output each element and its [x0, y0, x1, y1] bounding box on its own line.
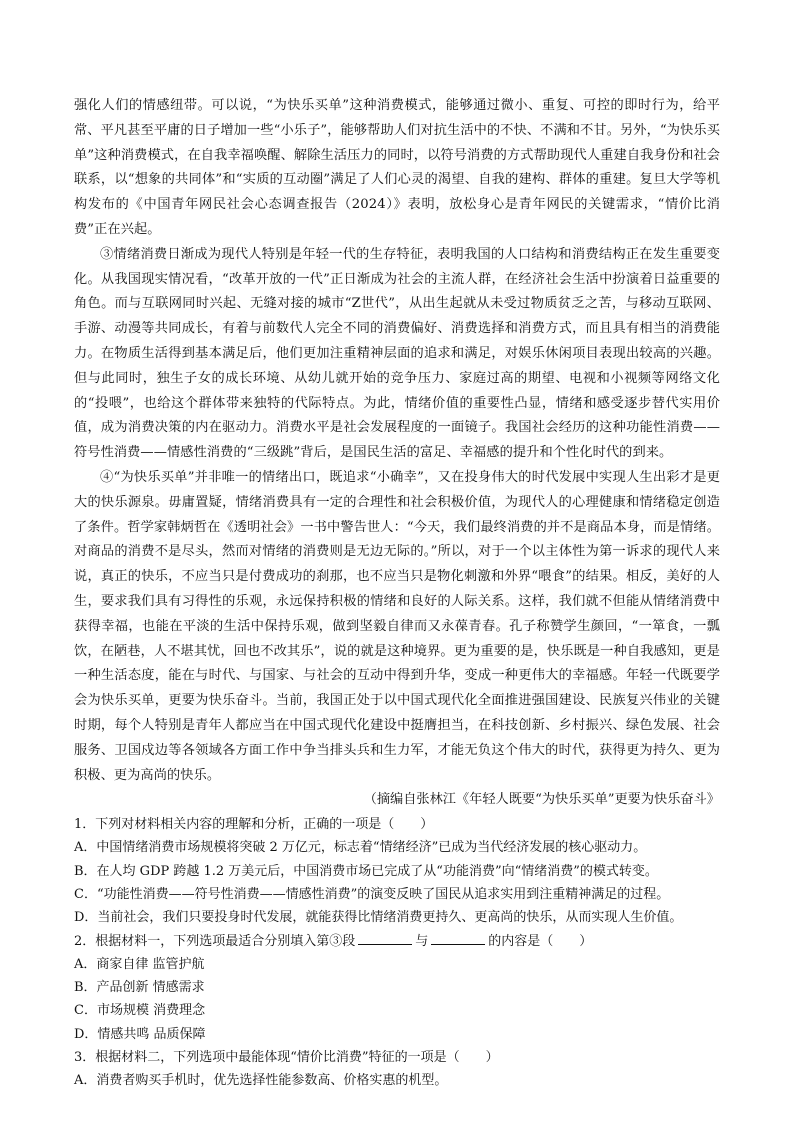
- question-stem: 3．根据材料二，下列选项中最能体现“情价比消费”特征的一项是（ ）: [74, 1050, 499, 1066]
- option-d: D．当前社会，我们只要投身时代发展，就能获得比情绪消费更持久、更高尚的快乐，从而实现人生价值。: [74, 910, 683, 926]
- option-b: B．在人均 GDP 跨越 1.2 万美元后，中国消费市场已完成了从“功能消费”向“情绪消费”的模式转变。: [74, 863, 658, 879]
- question-stem: 1．下列对材料相关内容的理解和分析，正确的一项是（ ）: [74, 817, 434, 833]
- option-d: D．情感共鸣 品质保障: [74, 1026, 206, 1042]
- stem-part-1: 2．根据材料一，下列选项最适合分别填入第③段: [74, 933, 356, 949]
- stem-part-3: 的内容是（ ）: [488, 933, 593, 949]
- article-body: [74, 94, 720, 1093]
- source-citation: （摘编自张林江《年轻人既要“为快乐买单”更要为快乐奋斗》: [363, 792, 720, 808]
- question-stem: [74, 930, 720, 953]
- question-3: [74, 1046, 720, 1093]
- option-a: A．中国情绪消费市场规模将突破 2 万亿元，标志着“情绪经济”已成为当代经济发展的核心驱动力。: [74, 840, 647, 856]
- answer-blank-1: [358, 930, 412, 945]
- paragraph-continuation: 强化人们的情感纽带。可以说，“为快乐买单”这种消费模式，能够通过微小、重复、可控的即时行为，给平常、平凡甚至平庸的日子增加一些“小乐子”，能够帮助人们对抗生活中的不快、不满和不甘。另外，“为快乐买单”这种消费模式，在自我幸福唤醒、解除生活压力的同时，以符号消费的方式帮助现代人重建自我身份和社会联系，以“想象的共同体”和“实质的互动圈”满足了人们心灵的渴望、自我的建构、群体的重建。复旦大学等机构发布的《中国青年网民社会心态调查报告（2024）》表明，放松身心是青年网民的关键需求，“情价比消费”正在兴起。: [74, 98, 720, 237]
- option-a: A．消费者购买手机时，优先选择性能参数高、价格实惠的机型。: [74, 1073, 448, 1089]
- answer-blank-2: [431, 930, 485, 945]
- question-2: [74, 930, 720, 1046]
- option-a: A．商家自律 监管护航: [74, 956, 205, 972]
- question-1: [74, 813, 720, 929]
- option-b: B．产品创新 情感需求: [74, 980, 205, 996]
- paragraph-3: ③情绪消费日渐成为现代人特别是年轻一代的生存特征，表明我国的人口结构和消费结构正在发生重要变化。从我国现实情况看，“改革开放的一代”正日渐成为社会的主流人群，在经济社会生活中扮演着日益重要的角色。而与互联网同时兴起、无缝对接的城市“Z世代”，从出生起就从未受过物质贫乏之苦，与移动互联网、手游、动漫等共同成长，有着与前数代人完全不同的消费偏好、消费选择和消费方式，而且具有相当的消费能力。在物质生活得到基本满足后，他们更加注重精神层面的追求和满足，对娱乐休闲项目表现出较高的兴趣。但与此同时，独生子女的成长环境、从幼儿就开始的竞争压力、家庭过高的期望、电视和小视频等网络文化的“投喂”，也给这个群体带来独特的代际特点。为此，情绪价值的重要性凸显，情绪和感受逐步替代实用价值，成为消费决策的内在驱动力。消费水平是社会发展程度的一面镜子。我国社会经历的这种功能性消费——符号性消费——情感性消费的“三级跳”背后，是国民生活的富足、幸福感的提升和个性化时代的到来。: [74, 246, 720, 461]
- option-c: C．市场规模 消费理念: [74, 1003, 206, 1019]
- paragraph-4: ④“为快乐买单”并非唯一的情绪出口，既追求“小确幸”，又在投身伟大的时代发展中实现人生出彩才是更大的快乐源泉。毋庸置疑，情绪消费具有一定的合理性和社会积极价值，为现代人的心理健康和情绪稳定创造了条件。哲学家韩炳哲在《透明社会》一书中警告世人：“今天，我们最终消费的并不是商品本身，而是情绪。对商品的消费不是尽头，然而对情绪的消费则是无边无际的。”所以，对于一个以主体性为第一诉求的现代人来说，真正的快乐，不应当只是付费成功的刹那，也不应当只是物化刺激和外界“喂食”的结果。相反，美好的人生，要求我们具有习得性的乐观，永远保持积极的情绪和良好的人际关系。这样，我们就不但能从情绪消费中获得幸福，也能在平淡的生活中保持乐观，做到坚毅自律而又永葆青春。孔子称赞学生颜回，“一箪食，一瓢饮，在陋巷，人不堪其忧，回也不改其乐”，说的就是这种境界。更为重要的是，快乐既是一种自我感知，更是一种生活态度，能在与时代、与国家、与社会的互动中得到升华，变成一种更伟大的幸福感。年轻一代既要学会为快乐买单，更要为快乐奋斗。当前，我国正处于以中国式现代化全面推进强国建设、民族复兴伟业的关键时期，每个人特别是青年人都应当在中国式现代化建设中挺膺担当，在科技创新、乡村振兴、绿色发展、社会服务、卫国戍边等各领域各方面工作中争当排头兵和生力军，才能无负这个伟大的时代，获得更为持久、更为积极、更为高尚的快乐。: [74, 469, 720, 783]
- stem-part-2: 与: [415, 933, 429, 949]
- option-c: C．“功能性消费——符号性消费——情感性消费”的演变反映了国民从追求实用到注重精神满足的过程。: [74, 887, 670, 902]
